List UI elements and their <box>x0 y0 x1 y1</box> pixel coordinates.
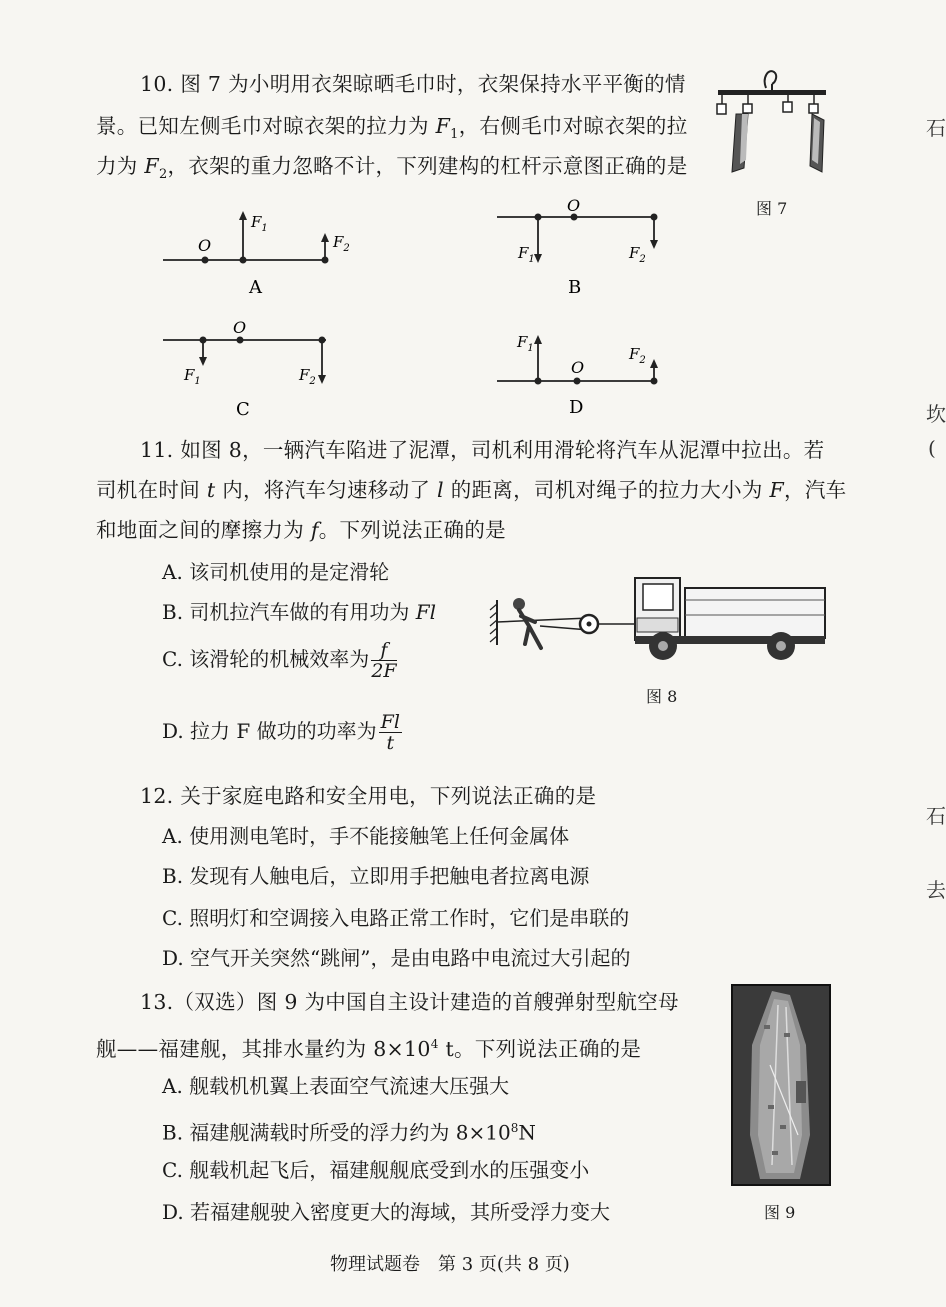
svg-text:F2: $F_2$ <box>629 244 646 265</box>
svg-text:F2: $F_2$ <box>299 366 316 387</box>
q12-stem: 12. 关于家庭电路和安全用电，下列说法正确的是 <box>140 784 597 808</box>
q10-stem-line1: 10. 图 7 为小明用衣架晾晒毛巾时，衣架保持水平平衡的情 <box>140 72 686 96</box>
q11-stem-line3: 和地面之间的摩擦力为 f。下列说法正确的是 <box>96 518 506 542</box>
truck-pulley-figure <box>485 560 830 670</box>
q13-option-b[interactable]: B. 福建舰满载时所受的浮力约为 $8\times 10^8N$ <box>162 1120 536 1145</box>
svg-text:F1: $F_1$ <box>184 366 201 387</box>
svg-text:O: O <box>233 318 247 337</box>
aircraft-carrier-photo <box>732 985 830 1185</box>
option-b-diagram[interactable] <box>492 195 692 300</box>
option-c-label: C <box>236 399 250 420</box>
edge-mark-1: 石 <box>926 116 946 140</box>
edge-mark-3: ( <box>928 436 936 460</box>
q11-stem-line1: 11. 如图 8，一辆汽车陷进了泥潭，司机利用滑轮将汽车从泥潭中拉出。若 <box>140 438 825 462</box>
figure8-caption: 图 8 <box>646 687 678 706</box>
q13-stem-line2: 舰——福建舰，其排水量约为 $8\times 10^4$ t。下列说法正确的是 <box>96 1036 642 1061</box>
q11-option-a[interactable]: A. 该司机使用的是定滑轮 <box>162 560 390 584</box>
hanger-figure <box>712 60 837 185</box>
q12-option-a[interactable]: A. 使用测电笔时，手不能接触笔上任何金属体 <box>162 824 570 848</box>
figure7-caption: 图 7 <box>756 199 788 218</box>
option-a-pivot: O <box>198 236 212 255</box>
q13-option-c[interactable]: C. 舰载机起飞后，福建舰舰底受到水的压强变小 <box>162 1158 590 1182</box>
q13-stem-line1: 13.（双选）图 9 为中国自主设计建造的首艘弹射型航空母 <box>140 990 679 1014</box>
q13-option-d[interactable]: D. 若福建舰驶入密度更大的海域，其所受浮力变大 <box>162 1200 611 1224</box>
q12-option-c[interactable]: C. 照明灯和空调接入电路正常工作时，它们是串联的 <box>162 906 630 930</box>
q11-stem-line2: 司机在时间 t 内，将汽车匀速移动了 l 的距离，司机对绳子的拉力大小为 F，汽车 <box>96 478 847 502</box>
edge-mark-2: 坎 <box>926 402 946 426</box>
svg-text:F1: $F_1$ <box>251 213 268 234</box>
svg-text:O: O <box>571 358 585 377</box>
edge-mark-5: 去 <box>926 878 946 902</box>
option-b-label: B <box>568 277 582 298</box>
q11-option-d[interactable]: D. 拉力 F 做功的功率为 $\frac{Fl}{t}$ <box>162 711 400 754</box>
q12-option-d[interactable]: D. 空气开关突然“跳闸”，是由电路中电流过大引起的 <box>162 946 631 970</box>
q10-stem-line2: 景。已知左侧毛巾对晾衣架的拉力为 $F_1$，右侧毛巾对晾衣架的拉 <box>96 114 688 143</box>
option-d-label: D <box>569 397 584 418</box>
q10-stem-line3: 力为 $F_2$，衣架的重力忽略不计，下列建构的杠杆示意图正确的是 <box>96 154 688 183</box>
option-d-diagram[interactable] <box>492 325 692 425</box>
svg-text:F1: $F_1$ <box>517 333 534 354</box>
option-a-label: A <box>249 277 262 298</box>
q11-option-c[interactable]: C. 该滑轮的机械效率为 $\frac{f}{2F}$ <box>162 639 397 682</box>
page-footer: 物理试题卷 第 3 页(共 8 页) <box>330 1254 570 1275</box>
q11-option-b[interactable]: B. 司机拉汽车做的有用功为 Fl <box>162 600 437 624</box>
option-c-diagram[interactable] <box>158 315 358 425</box>
svg-text:O: O <box>567 196 581 215</box>
option-a-diagram[interactable] <box>158 205 358 300</box>
q13-option-a[interactable]: A. 舰载机机翼上表面空气流速大压强大 <box>162 1074 510 1098</box>
figure9-caption: 图 9 <box>764 1203 796 1222</box>
svg-text:F1: $F_1$ <box>518 244 535 265</box>
edge-mark-4: 石 <box>926 804 946 828</box>
q12-option-b[interactable]: B. 发现有人触电后，立即用手把触电者拉离电源 <box>162 864 590 888</box>
svg-text:F2: $F_2$ <box>333 233 350 254</box>
svg-text:F2: $F_2$ <box>629 345 646 366</box>
